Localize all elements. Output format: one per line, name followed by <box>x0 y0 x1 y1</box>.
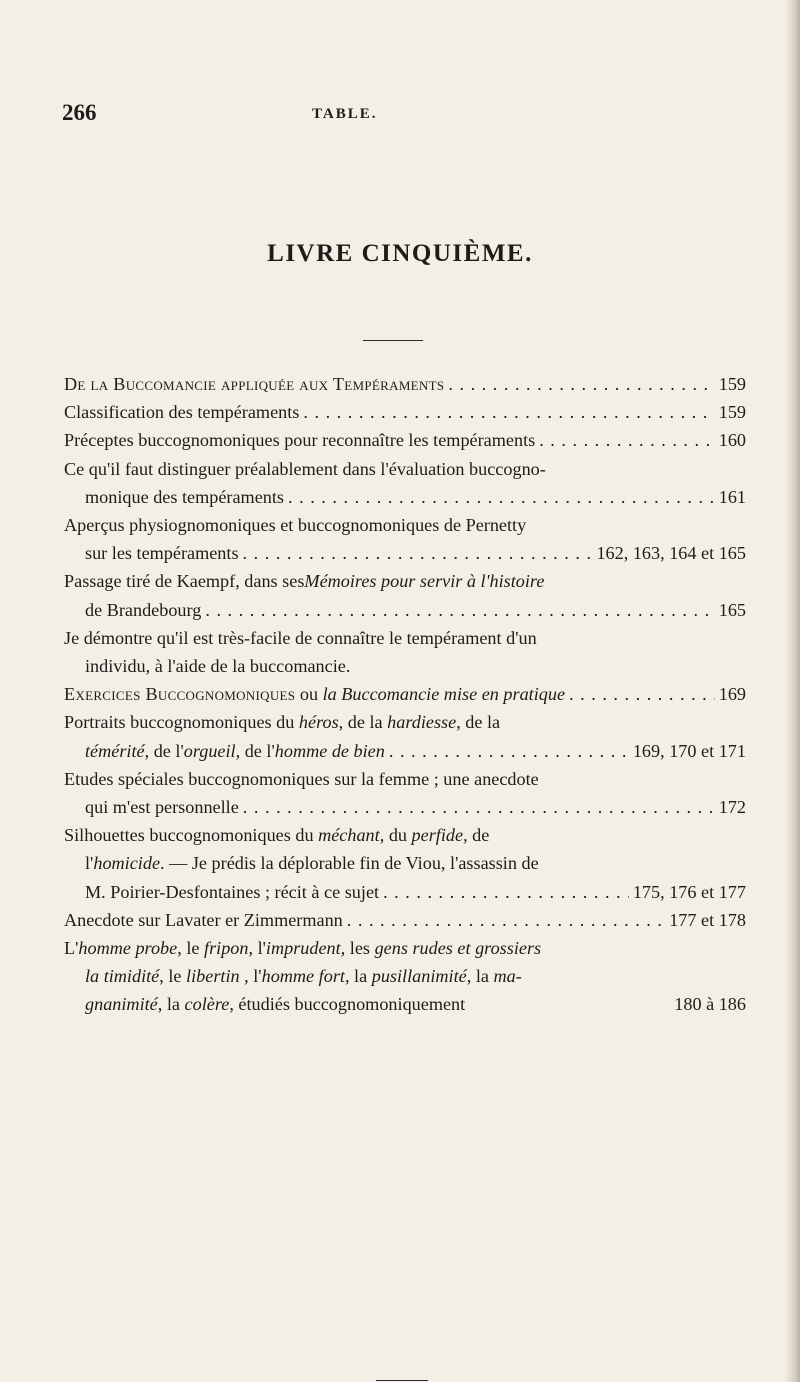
toc-entry-text: Classification des tempéraments <box>64 402 300 423</box>
toc-entry-text: Etudes spéciales buccognomoniques sur la femme ; une anecdote <box>64 768 539 789</box>
toc-line <box>64 708 746 736</box>
running-title: TABLE. <box>312 106 378 122</box>
table-of-contents <box>64 370 746 1019</box>
toc-page: 159 <box>718 374 746 394</box>
dot-leader <box>448 370 714 398</box>
toc-entry-italic: homme de bien <box>274 740 385 761</box>
toc-page: 169 <box>718 684 746 705</box>
toc-entry-text: . — Je prédis la déplorable fin de Viou, l'assassin de <box>160 853 539 874</box>
toc-entry-text: Anecdote sur Lavater er Zimmermann <box>64 909 343 930</box>
toc-page: 172 <box>718 797 746 818</box>
toc-entry-text: Ce qu'il faut distinguer préalablement dans l'évaluation buccogno- <box>64 458 546 479</box>
toc-entry-italic: la timidité <box>85 966 160 987</box>
toc-entry-classification <box>64 398 746 426</box>
dot-leader <box>243 539 593 567</box>
toc-entry-italic: imprudent <box>265 938 341 959</box>
toc-entry-italic: orgueil <box>183 740 236 761</box>
toc-line <box>64 821 746 849</box>
dot-leader <box>347 906 665 934</box>
toc-entry-text: , de l' <box>235 740 275 761</box>
toc-entry-italic: héros <box>298 712 339 733</box>
toc-line <box>64 539 746 567</box>
toc-entry-italic: méchant <box>318 825 380 846</box>
page-header <box>62 100 742 140</box>
toc-entry-text: , les <box>340 938 375 959</box>
toc-line <box>64 624 746 652</box>
toc-line <box>64 878 746 906</box>
toc-entry-text: , de l' <box>144 740 184 761</box>
toc-entry-text: , de la <box>338 712 388 733</box>
toc-entry-lavater <box>64 906 746 934</box>
toc-entry-text: Aperçus physiognomoniques et buccognomoniques de Pernetty <box>64 515 527 536</box>
toc-line <box>64 455 746 483</box>
toc-entry-text: , la <box>466 966 494 987</box>
toc-entry-italic: fripon <box>204 938 249 959</box>
toc-entry-italic: perfide <box>411 825 464 846</box>
toc-entry-kaempf <box>64 567 746 623</box>
toc-entry-italic: homme fort <box>261 966 345 987</box>
toc-page: 161 <box>718 486 746 507</box>
toc-line <box>64 737 746 765</box>
toc-entry-text: monique des tempéraments <box>85 486 284 507</box>
dot-leader <box>389 737 629 765</box>
toc-entry-text: , de <box>463 825 490 846</box>
toc-page: 180 à 186 <box>674 994 746 1015</box>
toc-entry-italic: Mémoires pour servir à l'histoire <box>304 571 545 592</box>
title-rule <box>363 340 423 341</box>
dot-leader <box>569 680 715 708</box>
toc-entry-italic: gnanimité <box>85 994 158 1015</box>
toc-entry-italic: hardiesse <box>387 712 457 733</box>
toc-entry-text: l' <box>85 853 94 874</box>
toc-entry-italic: homme probe <box>78 938 178 959</box>
toc-line <box>64 398 746 426</box>
toc-entry-italic: pusillanimité <box>371 966 467 987</box>
dot-leader <box>288 483 715 511</box>
toc-entry-italic: la Buccomancie mise en pratique <box>322 684 566 705</box>
toc-entry-silhouettes <box>64 821 746 906</box>
toc-entry-text: individu, à l'aide de la buccomancie. <box>85 656 351 677</box>
toc-line <box>64 370 746 398</box>
toc-entry-text: Préceptes buccognomoniques pour reconnaître les tempéraments <box>64 430 536 451</box>
toc-entry-text: , le <box>177 938 205 959</box>
toc-page: 162, 163, 164 et 165 <box>596 543 746 564</box>
toc-entry-italic: témérité <box>85 740 145 761</box>
toc-line <box>64 793 746 821</box>
page-number: 266 <box>62 100 97 125</box>
toc-entry-text: , étudiés buccognomoniquement <box>229 994 466 1015</box>
toc-line <box>64 596 746 624</box>
toc-entry-portraits <box>64 708 746 764</box>
toc-line <box>64 567 746 595</box>
toc-entry-text: M. Poirier-Desfontaines ; récit à ce sujet <box>85 881 380 902</box>
toc-page: 160 <box>718 430 746 451</box>
toc-page: 159 <box>718 402 746 423</box>
toc-line <box>64 849 746 877</box>
toc-page: 165 <box>718 599 746 620</box>
toc-line <box>64 934 746 962</box>
dot-leader <box>205 596 714 624</box>
toc-entry-preceptes <box>64 426 746 454</box>
book-title: LIVRE CINQUIÈME. <box>267 240 533 267</box>
toc-line <box>64 990 746 1018</box>
toc-line <box>64 511 746 539</box>
toc-line <box>64 962 746 990</box>
toc-entry-italic: gens rudes et grossiers <box>374 938 542 959</box>
dot-leader <box>303 398 714 426</box>
toc-entry-distinguer <box>64 455 746 511</box>
toc-entry-text: , de la <box>456 712 501 733</box>
toc-line <box>64 765 746 793</box>
toc-entry-text: Silhouettes buccognomoniques du <box>64 825 319 846</box>
toc-entry-text: Passage tiré de Kaempf, dans ses <box>64 571 305 592</box>
toc-entry-femme <box>64 765 746 821</box>
toc-entry-pernetty <box>64 511 746 567</box>
toc-entry-text: Exercices Buccognomoniques <box>64 684 296 705</box>
toc-entry-text: , l' <box>239 966 262 987</box>
toc-entry-exercices <box>64 680 746 708</box>
toc-entry-demontre <box>64 624 746 680</box>
dot-leader <box>383 878 629 906</box>
toc-entry-text: de Brandebourg <box>85 599 202 620</box>
toc-entry-text: L' <box>64 938 79 959</box>
toc-entry-text: De la Buccomancie appliquée aux Tempéraments <box>64 374 445 394</box>
toc-entry-italic: libertin <box>186 966 240 987</box>
toc-entry-italic: ma- <box>493 966 522 987</box>
toc-entry-text: sur les tempéraments <box>85 543 239 564</box>
toc-line <box>64 906 746 934</box>
dot-leader <box>539 426 715 454</box>
toc-entry-text: , la <box>157 994 185 1015</box>
toc-line <box>64 483 746 511</box>
toc-line <box>64 680 746 708</box>
toc-line <box>64 652 746 680</box>
toc-entry-text: Portraits buccognomoniques du <box>64 712 299 733</box>
dot-leader <box>243 793 715 821</box>
toc-page: 175, 176 et 177 <box>632 881 746 902</box>
toc-entry-buccomancie <box>64 370 746 398</box>
end-rule <box>376 1380 428 1381</box>
toc-line <box>64 426 746 454</box>
toc-entry-text: qui m'est personnelle <box>85 797 239 818</box>
toc-entry-italic: colère <box>184 994 230 1015</box>
toc-entry-text: Je démontre qu'il est très-facile de connaître le tempérament d'un <box>64 627 537 648</box>
toc-page: 177 et 178 <box>669 909 746 930</box>
toc-entry-homme-probe <box>64 934 746 1019</box>
page-edge-shadow <box>786 0 800 1382</box>
toc-entry-text: , la <box>344 966 372 987</box>
toc-page: 169, 170 et 171 <box>632 740 746 761</box>
toc-entry-italic: homicide <box>93 853 161 874</box>
toc-entry-text: , l' <box>248 938 266 959</box>
toc-entry-text: ou <box>295 684 323 705</box>
toc-entry-text: , le <box>159 966 187 987</box>
toc-entry-text: , du <box>379 825 412 846</box>
